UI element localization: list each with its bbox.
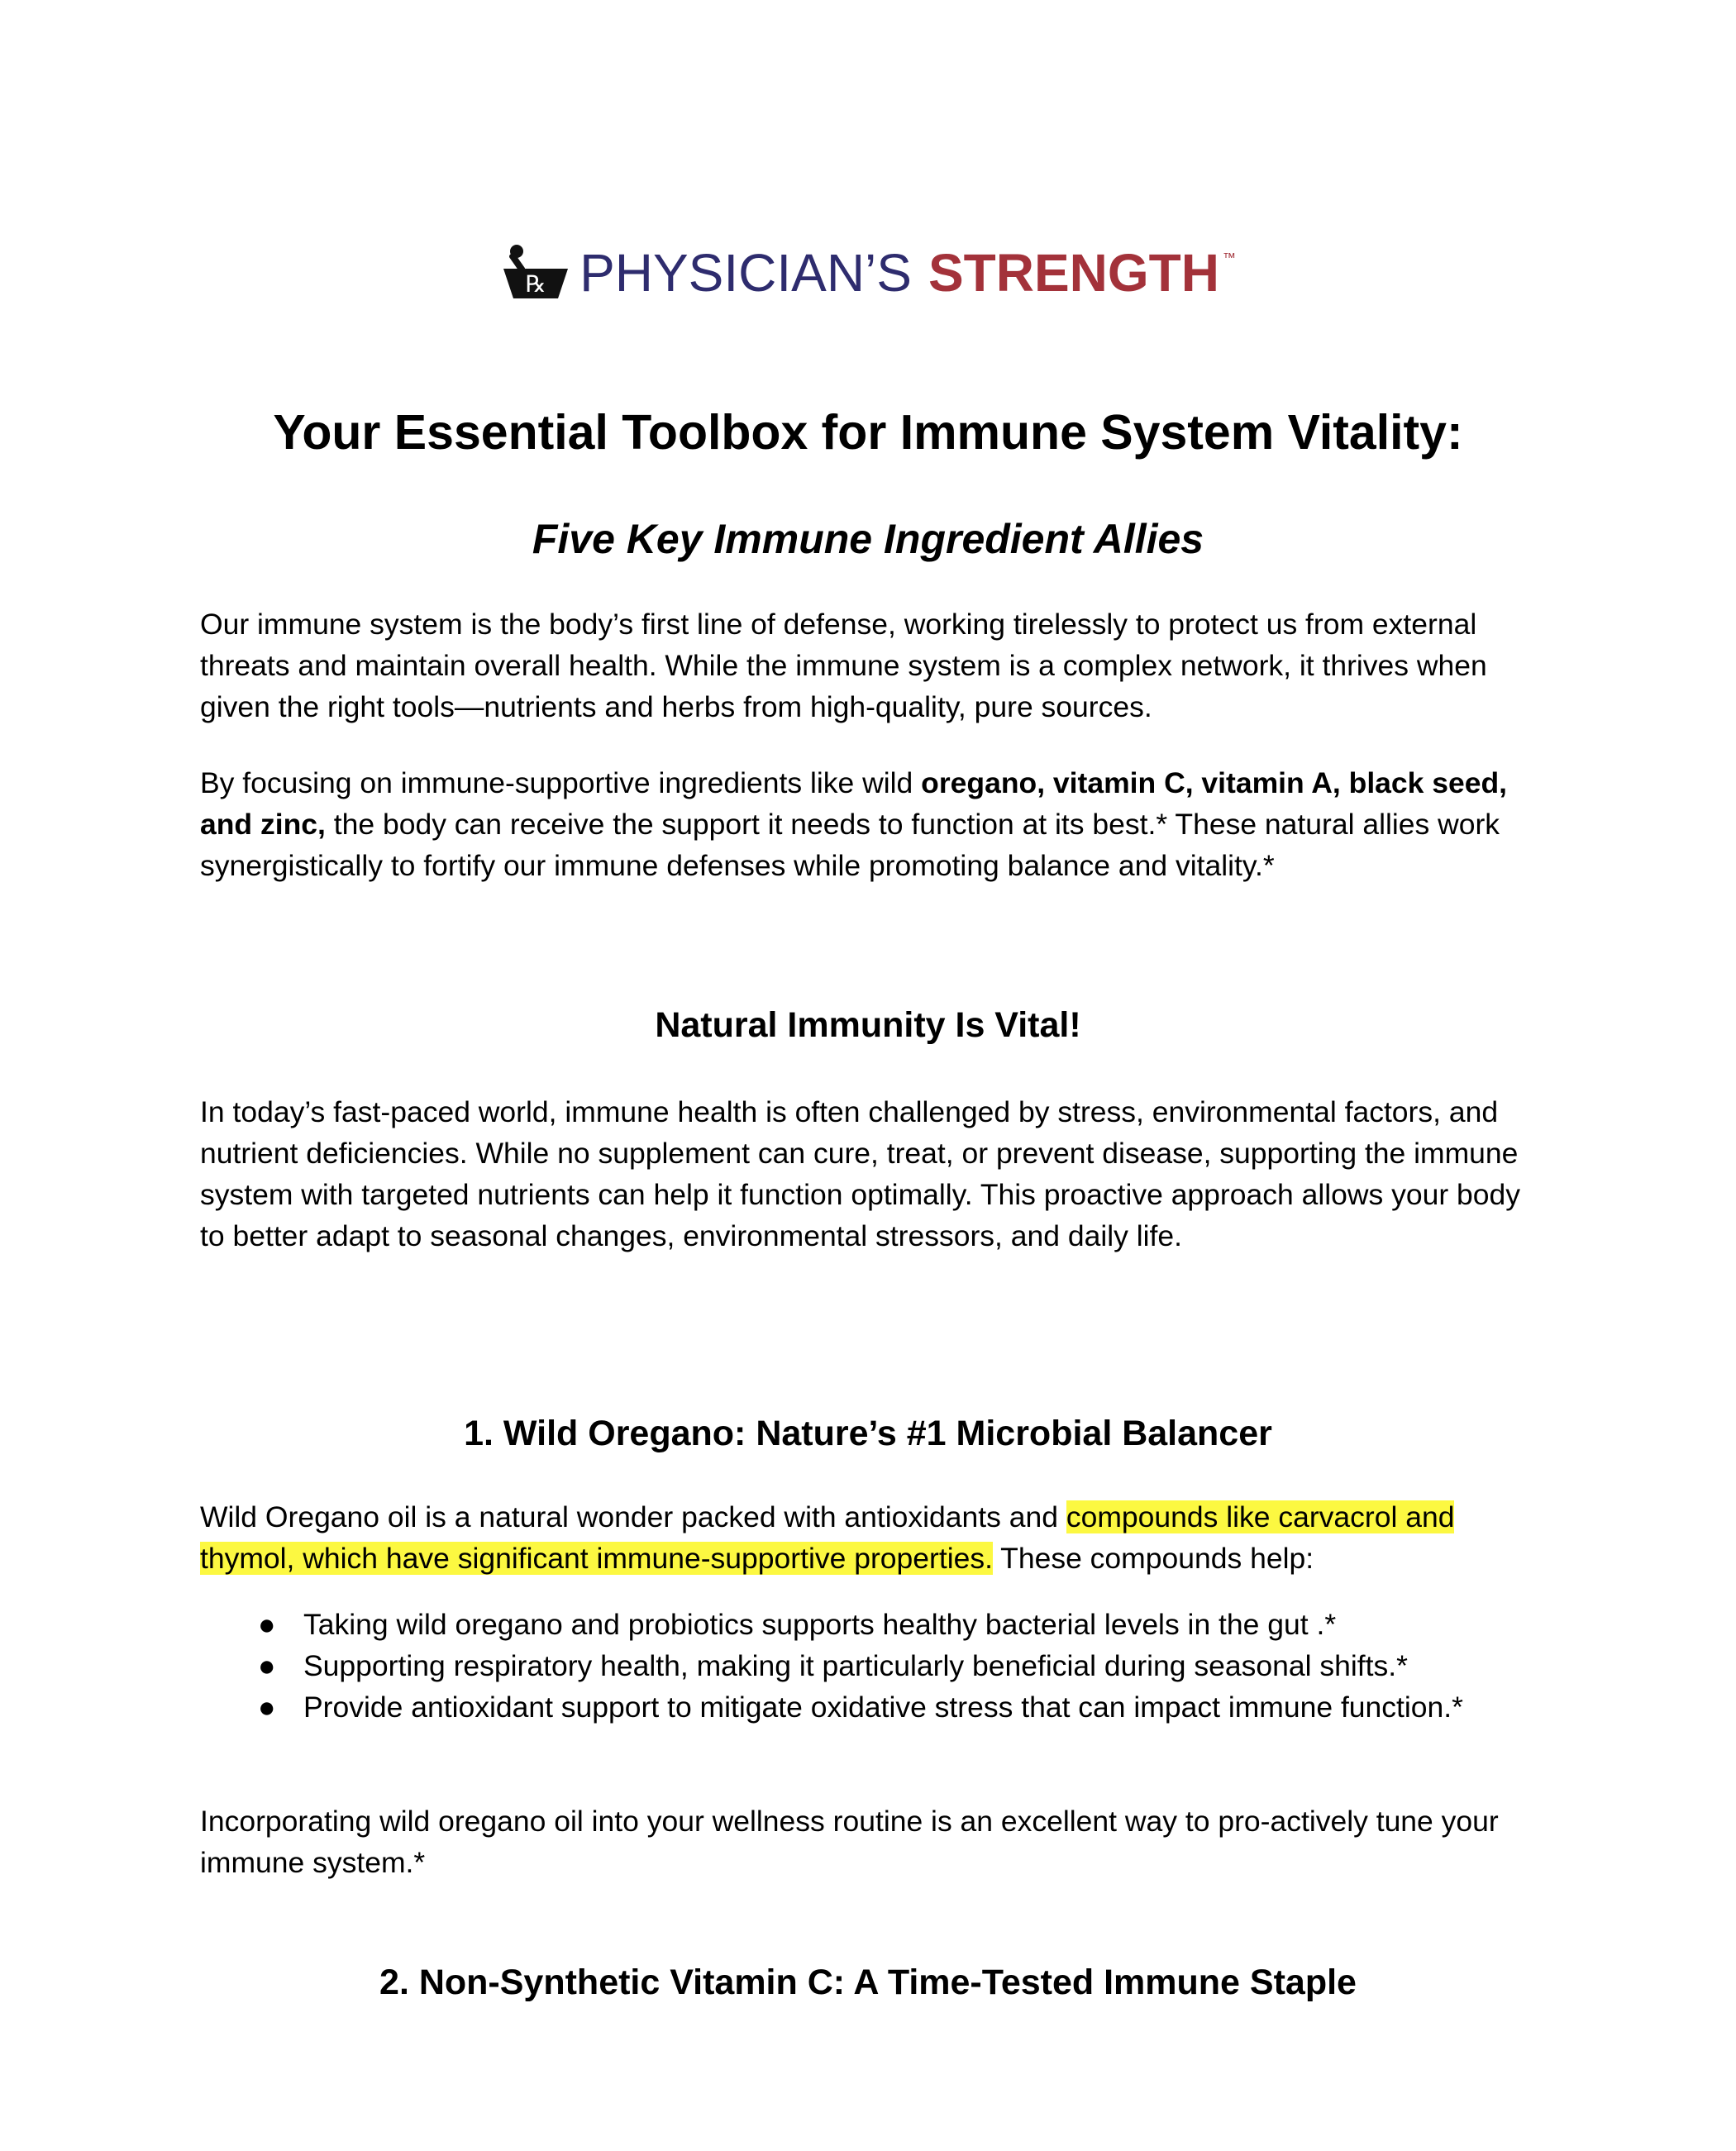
intro-p2-ingredients: oregano, vitamin C, vitamin A, black seed, and zinc, xyxy=(200,766,1508,841)
intro-p2-after: the body can receive the support it needs to function at its best.* These natural allies work synergistically to fortify our immune defenses while promoting balance and vitality.* xyxy=(200,808,1500,882)
page-subtitle: Five Key Immune Ingredient Allies xyxy=(532,516,1204,562)
heading-vitamin-c: 2. Non-Synthetic Vitamin C: A Time-Tested Immune Staple xyxy=(379,1963,1357,2002)
oregano-closing-text: Incorporating wild oregano oil into your wellness routine is an excellent way to pro-actively tune your immune system.* xyxy=(200,1805,1499,1879)
bullet-icon: ● xyxy=(258,1649,276,1682)
oregano-highlighted-text: compounds like carvacrol and thymol, which have significant immune-supportive properties. xyxy=(200,1500,1455,1575)
oregano-closing-paragraph xyxy=(200,1800,1539,1883)
heading-wild-oregano: 1. Wild Oregano: Nature’s #1 Microbial Balancer xyxy=(464,1414,1272,1453)
bullet-icon: ● xyxy=(258,1608,276,1641)
intro-p2-before: By focusing on immune-supportive ingredients like wild xyxy=(200,766,922,799)
bullet-icon: ● xyxy=(258,1691,276,1724)
logo-word-strength: STRENGTH xyxy=(928,243,1219,303)
list-item: ● Supporting respiratory health, making it particularly beneficial during seasonal shifts.* xyxy=(200,1645,1539,1686)
natural-immunity-paragraph xyxy=(200,1091,1539,1257)
oregano-body-after: These compounds help: xyxy=(992,1542,1314,1575)
brand-logo xyxy=(0,240,1736,306)
intro-paragraph-2 xyxy=(200,762,1539,886)
oregano-body-before: Wild Oregano oil is a natural wonder packed with antioxidants and xyxy=(200,1500,1066,1533)
page-title: Your Essential Toolbox for Immune System Vitality: xyxy=(273,405,1463,460)
natural-immunity-text: In today’s fast-paced world, immune health is often challenged by stress, environmental factors, and nutrient deficiencies. While no supplement can cure, treat, or prevent disease, supporting the immune system with targeted nutrients can help it function optimally. This proactive approach allows your body to better adapt to seasonal changes, environmental stressors, and daily life. xyxy=(200,1095,1520,1252)
list-item: ● Provide antioxidant support to mitigate oxidative stress that can impact immune function.* xyxy=(200,1686,1539,1728)
oregano-benefits-list xyxy=(200,1604,1539,1728)
intro-paragraph-1-text: Our immune system is the body’s first line of defense, working tirelessly to protect us from external threats and maintain overall health. While the immune system is a complex network, it thrives when given the right tools—nutrients and herbs from high-quality, pure sources. xyxy=(200,608,1487,723)
mortar-pestle-icon xyxy=(500,244,571,302)
trademark-symbol: ™ xyxy=(1222,251,1236,265)
heading-natural-immunity: Natural Immunity Is Vital! xyxy=(655,1005,1081,1045)
list-item: ● Taking wild oregano and probiotics supports healthy bacterial levels in the gut .* xyxy=(200,1604,1539,1645)
intro-paragraph-1 xyxy=(200,603,1539,727)
oregano-paragraph xyxy=(200,1496,1539,1579)
logo-word-physicians: PHYSICIAN’S xyxy=(579,243,912,303)
rx-symbol: ℞ xyxy=(525,270,546,298)
